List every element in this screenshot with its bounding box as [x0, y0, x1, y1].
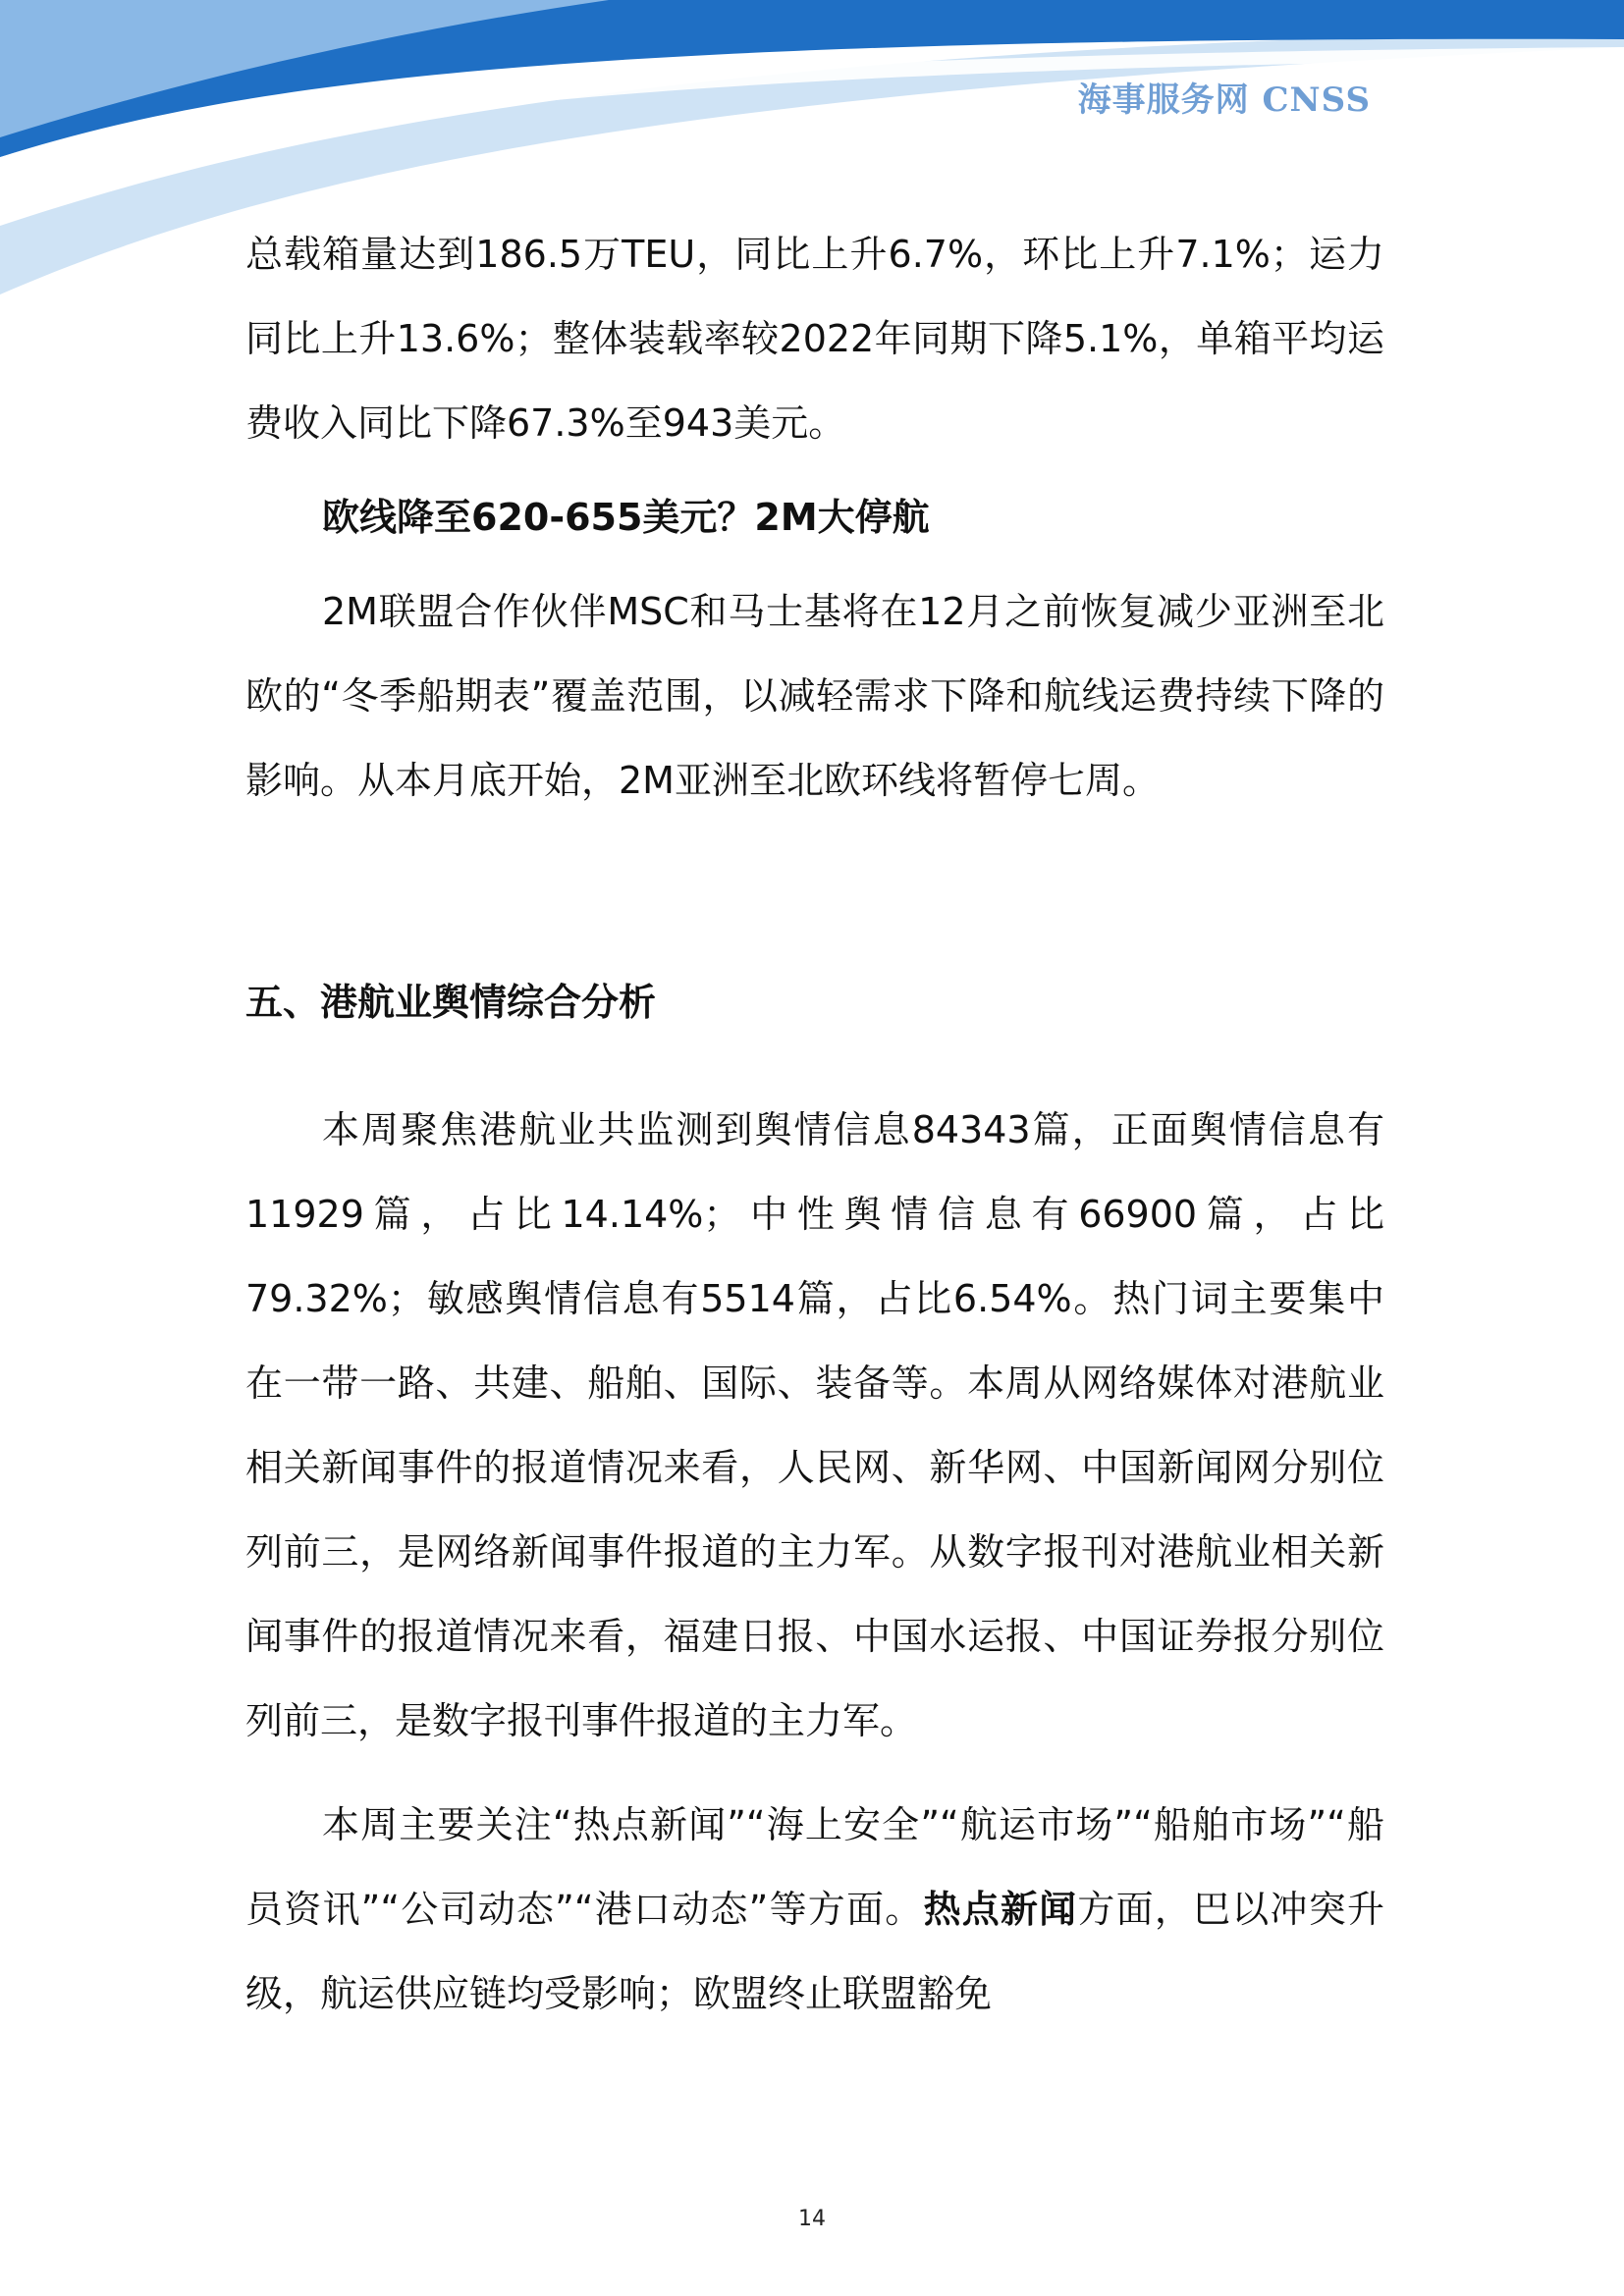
paragraph-weekly-focus — [245, 1783, 1384, 2036]
paragraph-shipping-stats: 总载箱量达到186.5万TEU，同比上升6.7%，环比上升7.1%；运力同比上升13.6%；整体装载率较2022年同期下降5.1%，单箱平均运费收入同比下降67.3%至943美元。 — [245, 233, 1384, 445]
weekly-focus-text-continued: 方面，巴以冲突升级，航运供应链均受影响；欧盟终止联盟豁免 — [245, 1888, 1384, 2015]
paragraph-opinion-monitoring: 本周聚焦港航业共监测到舆情信息84343篇，正面舆情信息有11929篇，占比14.14%；中性舆情信息有66900篇，占比79.32%；敏感舆情信息有5514篇，占比6.54%。热门词主要集中在一带一路、共建、船舶、国际、装备等。本周从网络媒体对港航业相关新闻事件的报道情况来看，人民网、新华网、中国新闻网分别位列前三，是网络新闻事件报道的主力军。从数字报刊对港航业相关新闻事件的报道情况来看，福建日报、中国水运报、中国证券报分别位列前三，是数字报刊事件报道的主力军。 — [245, 1108, 1384, 1742]
weekly-focus-text: 本周主要关注“热点新闻”“海上安全”“航运市场”“船舶市场”“船员资讯”“公司动态”“港口动态”等方面。 — [245, 1803, 1384, 1931]
subheading-europe-route: 欧线降至620-655美元？2M大停航 — [322, 496, 930, 539]
site-name: 海事服务网 CNSS — [1077, 80, 1371, 120]
page-number: 14 — [798, 2207, 826, 2231]
document-body — [245, 212, 1384, 2036]
paragraph-2m-alliance: 2M联盟合作伙伴MSC和马士基将在12月之前恢复减少亚洲至北欧的“冬季船期表”覆盖范围，以减轻需求下降和航线运费持续下降的影响。从本月底开始，2M亚洲至北欧环线将暂停七周。 — [245, 590, 1384, 802]
hot-news-label: 热点新闻 — [923, 1888, 1078, 1931]
section-heading-public-opinion: 五、港航业舆情综合分析 — [245, 981, 657, 1024]
